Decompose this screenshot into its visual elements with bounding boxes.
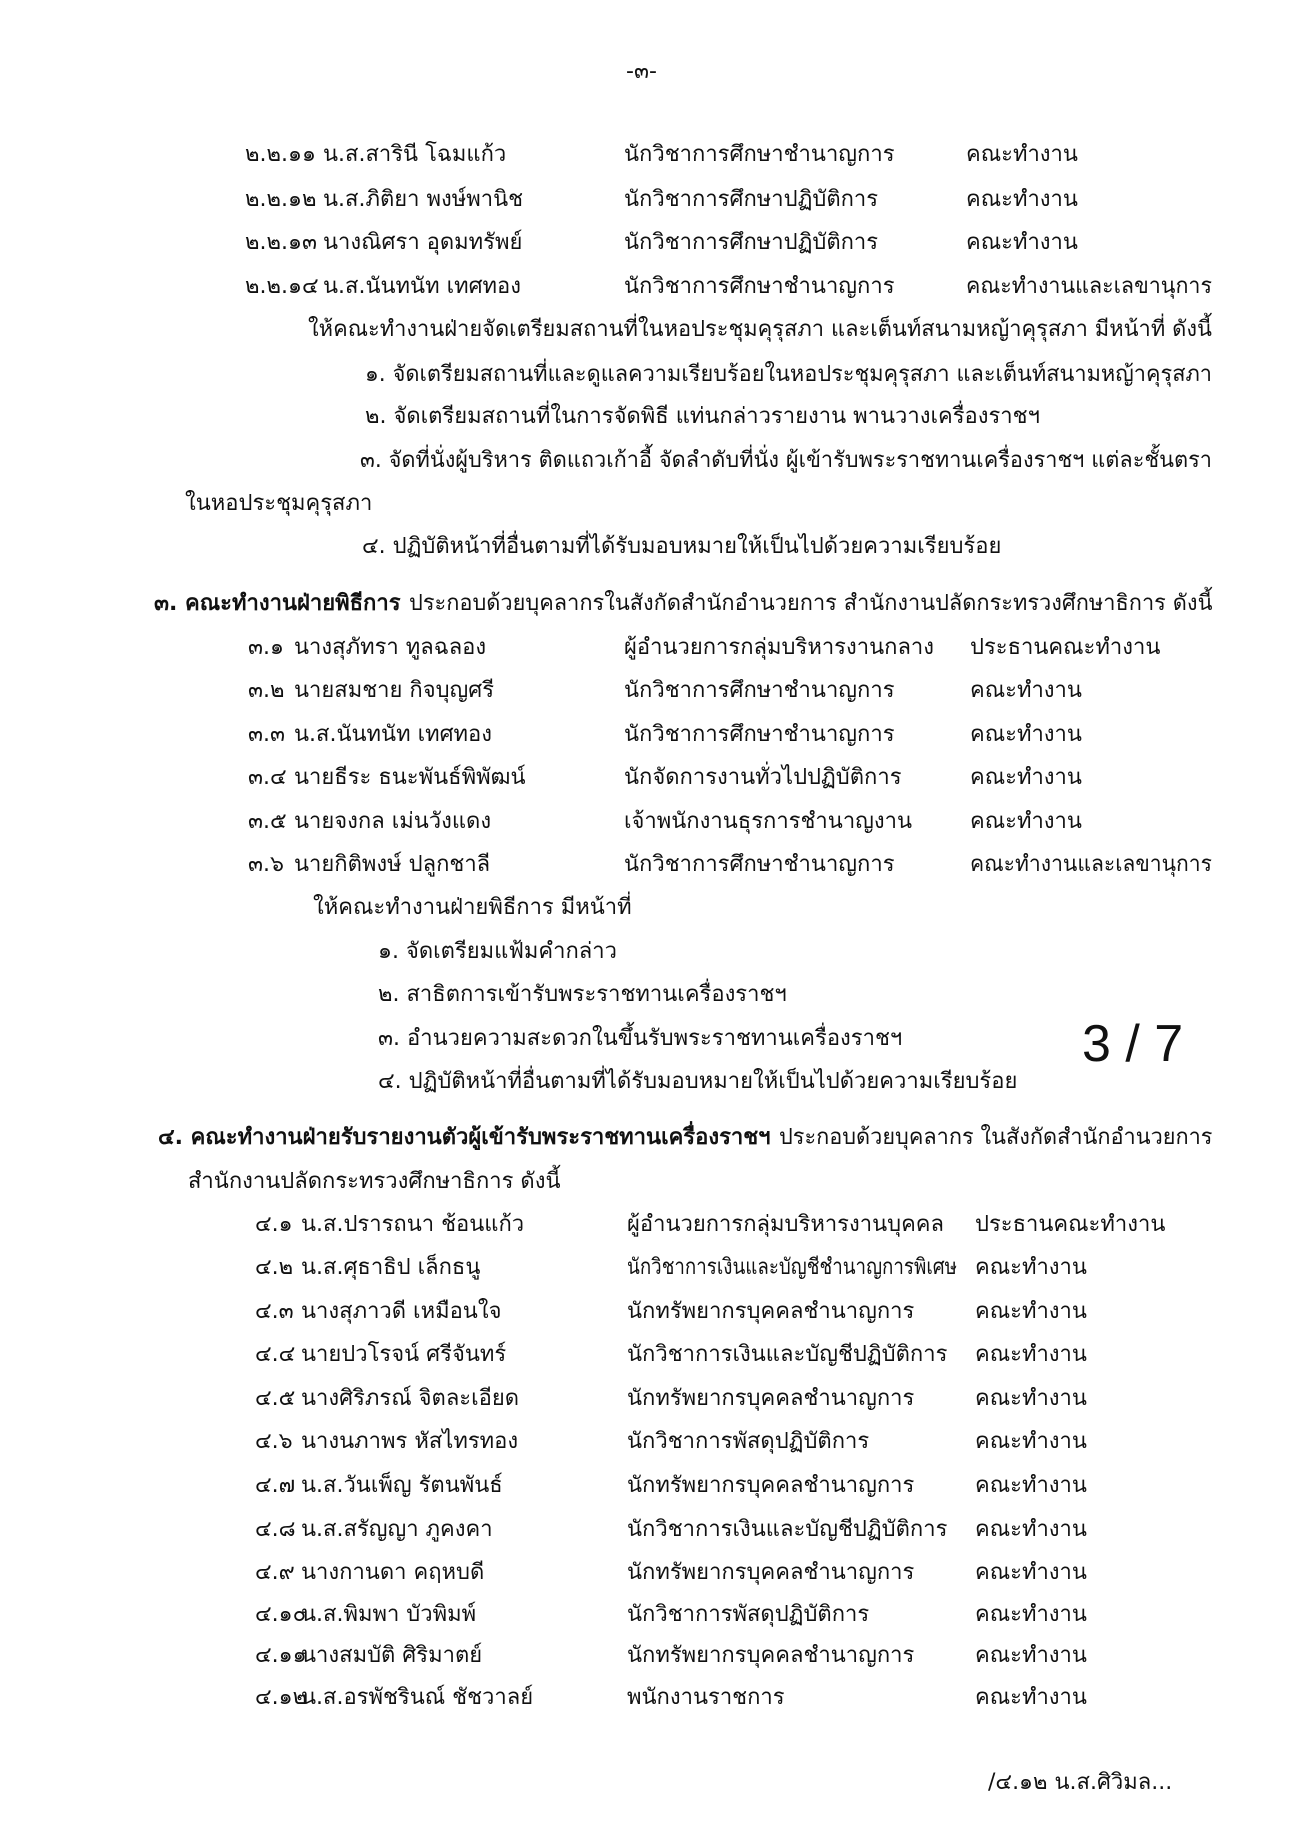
member-role: คณะทำงาน (975, 1342, 1087, 1367)
member-number: ๓.๖ (248, 852, 284, 877)
member-name: นางศิริภรณ์ จิตละเอียด (301, 1386, 520, 1411)
duty-item: ในหอประชุมคุรุสภา (185, 491, 373, 516)
member-position: นักวิชาการศึกษาปฏิบัติการ (624, 230, 879, 255)
member-role: คณะทำงาน (966, 230, 1078, 255)
member-position: นักจัดการงานทั่วไปปฏิบัติการ (624, 765, 902, 790)
member-name: น.ส.นันทนัท เทศทอง (323, 274, 522, 299)
member-number: ๓.๕ (248, 809, 287, 834)
member-name: น.ส.ปรารถนา ช้อนแก้ว (301, 1212, 525, 1237)
member-number: ๔.๕ (255, 1386, 296, 1411)
member-position: ผู้อำนวยการกลุ่มบริหารงานบุคคล (627, 1212, 945, 1237)
member-role: คณะทำงาน (970, 678, 1082, 703)
member-role: คณะทำงาน (975, 1517, 1087, 1542)
duty-item: ๔. ปฏิบัติหน้าที่อื่นตามที่ได้รับมอบหมายให้เป็นไปด้วยความเรียบร้อย (378, 1069, 1018, 1094)
member-position: นักวิชาการเงินและบัญชีชำนาญการพิเศษ (627, 1255, 957, 1280)
member-position: พนักงานราชการ (627, 1685, 785, 1710)
member-number: ๔.๙ (255, 1560, 295, 1585)
member-name: น.ส.วันเพ็ญ รัตนพันธ์ (301, 1473, 503, 1498)
member-role: คณะทำงาน (975, 1386, 1087, 1411)
member-role: คณะทำงาน (966, 142, 1078, 167)
page-counter: 3 / 7 (1082, 1015, 1184, 1073)
member-number: ๔.๒ (255, 1255, 294, 1280)
member-role: คณะทำงาน (975, 1602, 1087, 1627)
member-position: นักวิชาการศึกษาชำนาญการ (624, 678, 895, 703)
member-number: ๓.๓ (248, 722, 286, 747)
member-name: นายธีระ ธนะพันธ์พิพัฒน์ (294, 765, 526, 790)
member-role: ประธานคณะทำงาน (975, 1212, 1166, 1237)
member-number: ๓.๒ (248, 678, 285, 703)
member-name: นายสมชาย กิจบุญศรี (294, 678, 495, 703)
member-position: นักวิชาการพัสดุปฏิบัติการ (627, 1602, 870, 1627)
member-name: น.ส.ภิติยา พงษ์พานิช (323, 187, 524, 212)
member-position: นักทรัพยากรบุคคลชำนาญการ (627, 1299, 915, 1324)
member-number: ๔.๗ (255, 1473, 296, 1498)
member-number: ๔.๑๑ (255, 1643, 307, 1668)
member-position: นักวิชาการศึกษาชำนาญการ (624, 852, 895, 877)
member-number: ๔.๑๒ (255, 1685, 308, 1710)
member-number: ๓.๔ (248, 765, 287, 790)
member-number: ๔.๔ (255, 1342, 296, 1367)
member-number: ๔.๑ (255, 1212, 293, 1237)
member-position: นักวิชาการศึกษาชำนาญการ (624, 274, 895, 299)
member-role: คณะทำงาน (975, 1473, 1087, 1498)
member-name: นางสุภัทรา ทูลฉลอง (294, 635, 487, 660)
member-number: ๔.๓ (255, 1299, 294, 1324)
duty-item: ๒. สาธิตการเข้ารับพระราชทานเครื่องราชฯ (378, 982, 787, 1007)
member-name: นายจงกล เม่นวังแดง (294, 809, 492, 834)
duty-intro: ให้คณะทำงานฝ่ายจัดเตรียมสถานที่ในหอประชุมคุรุสภา และเต็นท์สนามหญ้าคุรุสภา มีหน้าที่ ดังนี้ (308, 317, 1212, 342)
member-role: คณะทำงาน (975, 1643, 1087, 1668)
member-name: น.ส.อรพัชรินณ์ ชัชวาลย์ (301, 1685, 534, 1710)
member-position: เจ้าพนักงานธุรการชำนาญงาน (624, 809, 913, 834)
member-role: คณะทำงาน (975, 1685, 1087, 1710)
member-name: น.ส.นันทนัท เทศทอง (294, 722, 493, 747)
duty-item: ๑. จัดเตรียมแฟ้มคำกล่าว (378, 939, 617, 964)
member-name: นายปวโรจน์ ศรีจันทร์ (301, 1342, 507, 1367)
member-position: นักทรัพยากรบุคคลชำนาญการ (627, 1643, 915, 1668)
member-number: ๔.๖ (255, 1429, 293, 1454)
member-number: ๔.๘ (255, 1517, 296, 1542)
member-role: คณะทำงาน (975, 1429, 1087, 1454)
member-name: นางสมบัติ ศิริมาตย์ (301, 1643, 483, 1668)
member-number: ๓.๑ (248, 635, 284, 660)
member-number: ๒.๒.๑๑ (245, 142, 316, 167)
member-number: ๒.๒.๑๒ (245, 187, 317, 212)
member-number: ๔.๑๐ (255, 1602, 307, 1627)
member-name: น.ส.สรัญญา ภูคงคา (301, 1517, 493, 1542)
member-name: น.ส.ศุธาธิป เล็กธนู (301, 1255, 481, 1280)
section-heading-text: ประกอบด้วยบุคลากรในสังกัดสำนักอำนวยการ สำนักงานปลัดกระทรวงศึกษาธิการ ดังนี้ (408, 591, 1212, 616)
page-number: -๓- (626, 59, 657, 84)
member-name: นายกิติพงษ์ ปลูกชาลี (294, 852, 491, 877)
duty-intro: ให้คณะทำงานฝ่ายพิธีการ มีหน้าที่ (313, 895, 632, 920)
member-position: นักทรัพยากรบุคคลชำนาญการ (627, 1386, 915, 1411)
member-name: นางนภาพร หัสไทรทอง (301, 1429, 519, 1454)
section-heading-text: ประกอบด้วยบุคลากร ในสังกัดสำนักอำนวยการ (778, 1125, 1213, 1150)
member-role: คณะทำงานและเลขานุการ (970, 852, 1212, 877)
member-role: คณะทำงาน (966, 187, 1078, 212)
member-role: คณะทำงาน (970, 722, 1082, 747)
duty-item: ๒. จัดเตรียมสถานที่ในการจัดพิธี แท่นกล่าวรายงาน พานวางเครื่องราชฯ (365, 404, 1040, 429)
member-position: นักวิชาการเงินและบัญชีปฏิบัติการ (627, 1517, 948, 1542)
member-number: ๒.๒.๑๓ (245, 230, 317, 255)
member-role: คณะทำงาน (975, 1560, 1087, 1585)
member-name: นางสุภาวดี เหมือนใจ (301, 1299, 502, 1324)
member-position: นักวิชาการศึกษาชำนาญการ (624, 142, 895, 167)
member-name: น.ส.พิมพา บัวพิมพ์ (301, 1602, 477, 1627)
section-heading: ๓. คณะทำงานฝ่ายพิธีการ (154, 591, 401, 616)
member-number: ๒.๒.๑๔ (245, 274, 319, 299)
section-heading-text: สำนักงานปลัดกระทรวงศึกษาธิการ ดังนี้ (188, 1169, 561, 1194)
member-position: นักทรัพยากรบุคคลชำนาญการ (627, 1560, 915, 1585)
member-name: นางกานดา คฤหบดี (301, 1560, 485, 1585)
member-position: ผู้อำนวยการกลุ่มบริหารงานกลาง (624, 635, 935, 660)
member-position: นักวิชาการศึกษาปฏิบัติการ (624, 187, 879, 212)
member-position: นักวิชาการศึกษาชำนาญการ (624, 722, 895, 747)
member-role: คณะทำงาน (975, 1255, 1087, 1280)
member-position: นักวิชาการพัสดุปฏิบัติการ (627, 1429, 870, 1454)
section-heading: ๔. คณะทำงานฝ่ายรับรายงานตัวผู้เข้ารับพระราชทานเครื่องราชฯ (158, 1125, 771, 1150)
member-role: คณะทำงาน (970, 809, 1082, 834)
duty-item: ๓. อำนวยความสะดวกในขึ้นรับพระราชทานเครื่องราชฯ (378, 1026, 903, 1051)
member-role: คณะทำงาน (970, 765, 1082, 790)
duty-item: ๓. จัดที่นั่งผู้บริหาร ติดแถวเก้าอี้ จัดลำดับที่นั่ง ผู้เข้ารับพระราชทานเครื่องราชฯ แต่ละชั้นตรา (360, 448, 1212, 473)
duty-item: ๑. จัดเตรียมสถานที่และดูแลความเรียบร้อยในหอประชุมคุรุสภา และเต็นท์สนามหญ้าคุรุสภา (365, 362, 1212, 387)
member-role: ประธานคณะทำงาน (970, 635, 1161, 660)
duty-item: ๔. ปฏิบัติหน้าที่อื่นตามที่ได้รับมอบหมายให้เป็นไปด้วยความเรียบร้อย (362, 534, 1002, 559)
member-role: คณะทำงานและเลขานุการ (966, 274, 1212, 299)
member-position: นักทรัพยากรบุคคลชำนาญการ (627, 1473, 915, 1498)
member-name: น.ส.สารินี โฉมแก้ว (323, 142, 507, 167)
member-role: คณะทำงาน (975, 1299, 1087, 1324)
continuation-note: /๔.๑๒ น.ส.ศิวิมล... (988, 1770, 1173, 1795)
member-position: นักวิชาการเงินและบัญชีปฏิบัติการ (627, 1342, 948, 1367)
member-name: นางณิศรา อุดมทรัพย์ (323, 230, 523, 255)
